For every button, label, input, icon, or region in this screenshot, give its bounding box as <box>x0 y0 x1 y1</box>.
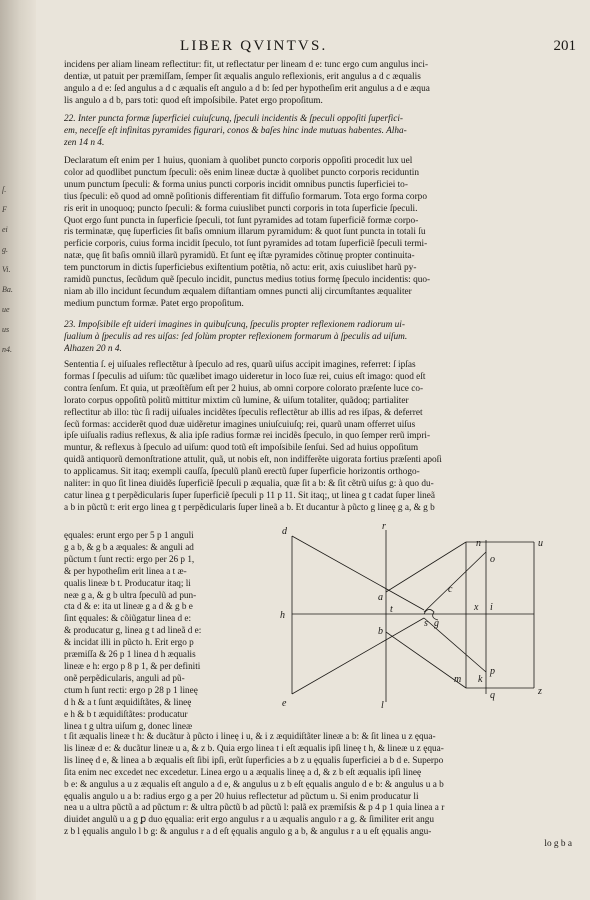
gutter-line: F <box>2 205 7 214</box>
text-line: lis lineæ d e: & ducãtur lineæ u a, & z b. Quia ergo linea t i eſt æqualis ipſi lineę t h, & lineæ u z ęqua- <box>64 743 444 754</box>
label-h: h <box>280 610 285 621</box>
text-line: a b in pũctũ t: erit ergo linea g t perpẽdicularis ſuper lineã a b. Et ducantur à pũcto g lineę g a, & g b <box>64 502 435 513</box>
text-line: color ad quodlibet punctum ſpeculi: oẽs enim lineæ ductæ à quolibet puncto corporis reciduntin <box>64 167 420 178</box>
demonstration-22 <box>64 156 572 311</box>
label-r: r <box>382 522 386 532</box>
text-line: naliter: in quo ſit linea diuidẽs ſuperficiẽ ſpeculi p æqualia, quæ ſit a b: & ſit cẽtrũ uiſus g: à quo du- <box>64 479 434 490</box>
text-line: niam ab illo incidunt ſecundum æqualem diſtantiam omnes puncti alij circumſtantes æqualiter <box>64 286 412 297</box>
text-line: ſualium à ſpeculis ad res uiſas: ſed ſolùm propter reflexionem formarum à ſpeculis ad uiſum. <box>64 331 408 342</box>
text-line: & producatur g, linea g t ad lineã d e: <box>64 625 202 636</box>
line-dg <box>292 536 424 610</box>
text-line: angulo a d e: ſed angulus a d c æqualis eſt angulo a d b: ſed per hypotheſim erit angulus a d e æqua <box>64 83 430 94</box>
label-q: q <box>490 690 495 701</box>
text-line: em, neceſſe eſt infinitas pyramides figurari, conos & baſes hinc inde mutuas habentes. Alha- <box>64 125 407 136</box>
page-header <box>40 38 582 58</box>
text-line: cta d & e: ita ut lineæ g a d & g b e <box>64 601 193 612</box>
text-line: ramidũ punctus, ſecũdum quẽ ſpeculo incidit, punctus medius totius formę ſpeculo incidentis: quo- <box>64 275 431 286</box>
label-s: s <box>424 618 428 629</box>
text-line: zen 14 n 4. <box>64 137 105 148</box>
text-line: ris terminatæ, quę ſuperficies ſit baſis omnium illarum pyramidum: & quot ſunt puncta in totali ſu <box>64 227 426 238</box>
page-number: 201 <box>553 38 576 54</box>
text-line: ęqualis angulo u a b: radius ergo g a per 20 huius reflectetur ad pũctum u. Si enim producatur li <box>64 791 419 802</box>
label-k: k <box>478 674 483 685</box>
text-line: Alhazen 20 n 4. <box>64 343 122 354</box>
label-e: e <box>282 698 287 709</box>
gutter-line: g. <box>2 245 8 254</box>
gutter-line: us <box>2 325 10 334</box>
text-line: ipſe uiſualis radius reflexus, & alia ipſe radius formæ rei incidẽs ſpeculo, in quo ſemper rerũ impri- <box>64 431 431 442</box>
label-t: t <box>390 604 393 615</box>
text-line: natæ, quę ſit baſis omniũ illarũ pyramidũ. Et ſunt eę iſtæ pyramides cõtinuę propter continuita- <box>64 251 415 262</box>
text-line: ſecũ formas: acciderẽt quod duæ uidẽretur imagines uniuſcuiuſq; rei, quarũ unam offerret uiſus <box>64 419 416 430</box>
text-line: g a b, & g b a æquales: & anguli ad <box>64 541 194 552</box>
label-m: m <box>454 674 462 685</box>
text-line: ſint ęquales: & cõiũgatur linea d e: <box>64 613 192 624</box>
label-i: i <box>490 602 493 613</box>
label-u: u <box>538 538 543 549</box>
text-line: lis lineę d e, & linea a b æqualis eſt ſibi ipſi, erũt ſuperficies a b z u ęqualis ſuperficiei a b d e. Superpo <box>64 755 444 766</box>
paragraph-bottom <box>64 732 572 851</box>
text-line: quidã antiquorũ demonſtratione attulit, quã, ut nobis eſt, non indifferẽte uigorata fortius præſenti apoſi <box>64 455 442 466</box>
label-b: b <box>378 626 383 637</box>
label-o: o <box>490 554 495 565</box>
text-line: dentiæ, ut patuit per præmiſſam, ſemper ſit æqualis angulo reflexionis, erit angulus a d c æqualis <box>64 71 421 82</box>
label-g: g <box>434 618 439 629</box>
text-beside-figure <box>64 530 292 732</box>
text-line: muntur, & reflexus à ſpeculo ad uiſum: quod totũ eſt impoſsibile ſenſui. Sed ad huius oppoſitum <box>64 443 419 454</box>
gutter-line: ei <box>2 225 8 234</box>
catchword: lo g b a <box>544 839 572 850</box>
demonstration-23 <box>64 360 572 515</box>
text-line: z b l ęqualis angulo l b g: & angulus r a d eſt ęqualis angulo g a b, & angulus r a u eſt ęqualis angu- <box>64 827 432 838</box>
gutter-fragments <box>2 180 32 360</box>
text-line: incidens per aliam lineam reflectitur: fit, ut reflectatur per lineam d e: tunc ergo cum angulus inci- <box>64 60 429 70</box>
text-line: lorato corpus oppoſitũ politũ mittitur mixtim cũ lumine, & uiſum totaliter, quãdoq; partialiter <box>64 395 409 406</box>
text-line: qualis lineæ b t. Producatur itaq; li <box>64 577 191 588</box>
proposition-22 <box>64 114 572 150</box>
running-title: LIBER QVINTVS. <box>180 38 328 54</box>
text-line: ctum h ſunt recti: ergo p 28 p 1 lineę <box>64 684 198 695</box>
text-line: nea u a ultra pũctũ a ad pũctum r: & ultra pũctũ b ad pũctũ l: palã ex præmiſsis & p 4 p 1 quia linea a r <box>64 803 445 814</box>
text-line: perficie corporis, cuius forma incidit ſpeculo, tot ſunt pyramides ad totam ſuperficiẽ ſpeculi termi- <box>64 239 428 250</box>
text-line: Quot ergo ſunt puncta in ſuperficie ſpeculi, tot ſunt pyramides ad totam ſuperficiẽ formæ corpo- <box>64 215 419 226</box>
gutter-shadow <box>0 0 36 900</box>
text-line: to applicamus. Sit itaq; exempli cauſſa, ſpeculũ planũ erectũ ſuper ſuperficie horizontis orthogo- <box>64 467 420 478</box>
text-line: ęquales: erunt ergo per 5 p 1 anguli <box>64 530 194 540</box>
text-line: ris erit in unoquoq; puncto ſpeculi: & forma cuiuslibet puncti corporis in tota ſuperficie ſpeculi. <box>64 203 418 214</box>
text-line: tius ſpeculi: eõ quod ad omnẽ poſitionis differentiam fit diffuſio formarum. Tota ergo forma corpo <box>64 191 427 202</box>
label-p: p <box>490 666 495 677</box>
text-line: t ſit æqualis lineæ t h: & ducãtur à pũcto i lineę i u, & i z æquidiſtãter lineæ a b: & ſit linea u z ęqua- <box>64 732 436 742</box>
gutter-line: Ba. <box>2 285 13 294</box>
text-line: reflectitur ab illo: tùc ſi radij uiſuales incidẽtes ſpeculis reflectẽtur ab illis ad res iſpas, & deferret <box>64 407 423 418</box>
label-c: c <box>448 584 453 595</box>
text-line: 23. Impoſsibile eſt uideri imagines in quibuſcunq, ſpeculis propter reflexionem radiorum ui- <box>64 320 405 330</box>
label-n: n <box>476 538 481 549</box>
gutter-line: n4. <box>2 345 12 354</box>
text-line: e h & b t æquidiſtãtes: producatur <box>64 708 188 719</box>
text-line: catur linea g t perpẽdicularis ſuper ſuperficiẽ ſpeculi p 11 p 11. Sit itaq;, ut linea g t cadat ſuper lineã <box>64 490 436 501</box>
gutter-line: ue <box>2 305 10 314</box>
gutter-line: ſ. <box>2 185 7 194</box>
label-d: d <box>282 526 287 537</box>
text-line: lis angulo a d b, pars toti: quod eſt impoſsibile. Patet ergo propoſitum. <box>64 95 323 106</box>
text-line: 22. Inter puncta formæ ſuperficiei cuiuſcunq, ſpeculi incidentis & ſpeculi oppoſiti ſuperfici- <box>64 114 404 124</box>
text-line: præmiſſa & 26 p 1 linea d h æqualis <box>64 649 196 660</box>
gutter-line: Vi. <box>2 265 11 274</box>
line-ua <box>386 542 466 592</box>
text-line: lineæ e h: ergo p 8 p 1, & per definiti <box>64 660 201 671</box>
text-line: ſita enim nec excedet nec excedetur. Linea ergo u a æqualis lineę a d, & z b eſt æqualis ipſi lineę <box>64 767 422 778</box>
text-line: & per hypotheſim erit linea a t æ- <box>64 565 187 576</box>
text-line: unum punctum ſpeculi: & forma unius puncti corporis incidit omnibus punctis ſuperficiei to- <box>64 179 408 190</box>
geometric-figure <box>278 522 558 710</box>
proposition-23 <box>64 320 572 356</box>
text-line: formas ſ ſpeculis ad uiſum: tũc quælibet imago uideretur in loco ſuæ rei, cuius eſt imago: quod eſt <box>64 371 426 382</box>
text-line: onẽ perpẽdicularis, anguli ad pũ- <box>64 672 185 683</box>
text-line: pũctum t ſunt recti: ergo per 26 p 1, <box>64 553 195 564</box>
text-line: neæ g a, & g b ultra ſpeculũ ad pun- <box>64 589 197 600</box>
text-line: b e: & angulus a u z æqualis eſt angulo a d e, & angulus u z b eſt ęqualis angulo d e b: & angulus u a b <box>64 779 444 790</box>
book-page <box>40 0 582 900</box>
label-z: z <box>538 686 542 697</box>
text-line: tem punctorum in dictis ſuperficiebus exiſtentium potẽtia, nõ actu: erit, axis cuiuslibet harũ py- <box>64 263 417 274</box>
label-a: a <box>378 592 383 603</box>
text-line: contra ſenſum. Et quia, ut præoſtẽſum eſt per 2 huius, ab omni corpore colorato præſente luce co- <box>64 383 424 394</box>
paragraph-top <box>64 60 572 108</box>
text-line: & incidat illi in pũcto h. Erit ergo p <box>64 637 194 648</box>
text-line: Sententia ſ. ej uiſuales reflectẽtur à ſpeculo ad res, quarũ uiſus accipit imagines, referret: ſ ipſas <box>64 360 416 370</box>
line-eg <box>292 618 424 694</box>
text-line: linea t g ultra uiſum g, donec lineæ <box>64 720 193 731</box>
label-l: l <box>381 700 384 710</box>
text-line: medium punctum formæ. Patet ergo propoſitum. <box>64 298 244 309</box>
text-line: d h & a t ſunt æquidiſtãtes, & lineę <box>64 696 192 707</box>
text-line: diuidet angulũ u a g ꝑ duo ęqualia: erit ergo angulus r a u æqualis angulo r a g. & ſimiliter erit angu <box>64 815 435 826</box>
text-line: Declaratum eſt enim per 1 huius, quoniam à quolibet puncto corporis oppoſiti procedit lux uel <box>64 156 413 166</box>
label-x: x <box>474 602 479 613</box>
